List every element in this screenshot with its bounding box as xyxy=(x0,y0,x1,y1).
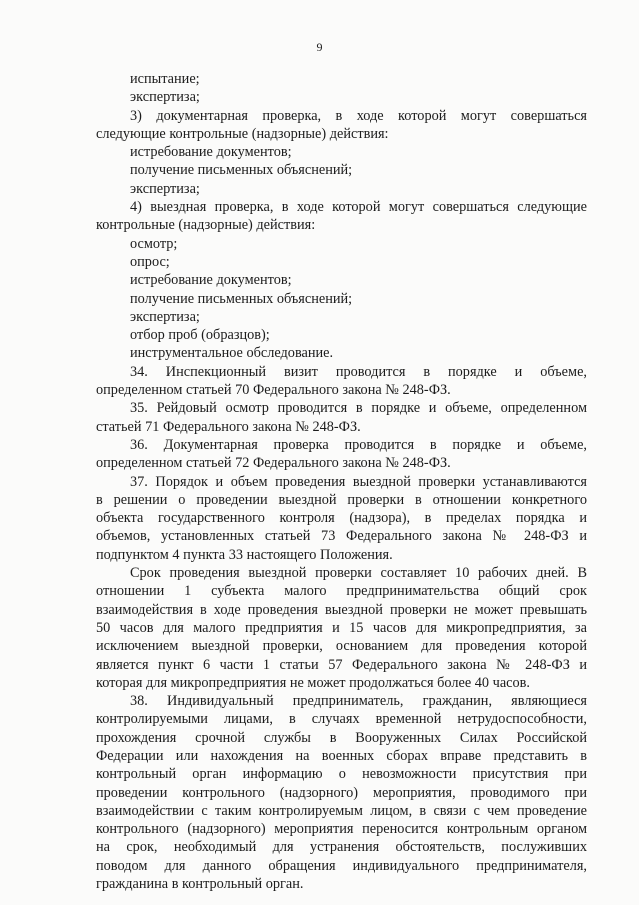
text-line: 38. Индивидуальный предприниматель, гражданин, являющиеся xyxy=(130,693,587,710)
text-line: получение письменных объяснений; xyxy=(130,162,353,179)
text-line: экспертиза; xyxy=(130,89,200,106)
text-line: испытание; xyxy=(130,71,200,87)
text-line: экспертиза; xyxy=(130,180,200,197)
text-line: осмотр; xyxy=(130,235,178,252)
text-line: прохождения срочной службы в Вооруженных Силах Российской xyxy=(96,729,587,746)
document-body xyxy=(96,70,587,893)
text-line: объекта государственного контроля (надзора), в пределах порядка и xyxy=(96,510,587,527)
text-line: Срок проведения выездной проверки составляет 10 рабочих дней. В xyxy=(130,565,587,582)
text-line: следующие контрольные (надзорные) действия: xyxy=(96,125,389,142)
text-line: Федерации или нахождения на военных сборах вправе представить в xyxy=(96,747,587,764)
text-line: экспертиза; xyxy=(130,308,200,325)
text-line: является пункт 6 части 1 статьи 57 Федерального закона № 248-ФЗ и xyxy=(96,656,587,673)
text-line: определенном статьей 70 Федерального закона № 248-ФЗ. xyxy=(96,382,451,399)
text-line: 34. Инспекционный визит проводится в порядке и объеме, xyxy=(130,363,587,380)
page-number: 9 xyxy=(316,40,323,54)
text-line: контрольные (надзорные) действия: xyxy=(96,217,316,234)
text-line: 36. Документарная проверка проводится в порядке и объеме, xyxy=(130,436,587,453)
text-line: статьей 71 Федерального закона № 248-ФЗ. xyxy=(96,418,361,435)
text-line: истребование документов; xyxy=(130,272,292,289)
text-line: 37. Порядок и объем проведения выездной проверки устанавливаются xyxy=(130,473,587,490)
text-line: контролируемыми лицами, в случаях временной нетрудоспособности, xyxy=(96,711,587,728)
text-line: 4) выездная проверка, в ходе которой могут совершаться следующие xyxy=(130,199,587,216)
text-line: инструментальное обследование. xyxy=(130,345,334,362)
text-line: которая для микропредприятия не может продолжаться более 40 часов. xyxy=(96,674,530,691)
text-line: определенном статьей 72 Федерального закона № 248-ФЗ. xyxy=(96,455,451,472)
text-line: исключением выездной проверки, основанием для проведения которой xyxy=(96,638,587,655)
text-line: отбор проб (образцов); xyxy=(130,327,270,344)
text-line: поводом для данного обращения индивидуального предпринимателя, xyxy=(96,857,587,874)
text-line: отношении 1 субъекта малого предпринимательства общий срок xyxy=(96,583,587,600)
text-line: проведении контрольного (надзорного) мероприятия, проводимого при xyxy=(96,784,587,801)
text-line: объемов, установленных статьей 73 Федерального закона № 248-ФЗ и xyxy=(96,528,587,545)
text-line: взаимодействии с таким контролируемым лицом, в связи с чем проведение xyxy=(96,802,587,819)
text-line: взаимодействия в ходе проведения выездной проверки не может превышать xyxy=(96,601,587,618)
text-line: опрос; xyxy=(130,253,170,270)
text-line: подпунктом 4 пункта 33 настоящего Положения. xyxy=(96,546,393,563)
text-line: 35. Рейдовый осмотр проводится в порядке и объеме, определенном xyxy=(130,400,587,417)
text-line: на срок, необходимый для устранения обстоятельств, послуживших xyxy=(96,839,587,856)
text-line: 50 часов для малого предприятия и 15 часов для микропредприятия, за xyxy=(96,619,587,636)
text-line: 3) документарная проверка, в ходе которой могут совершаться xyxy=(130,107,587,124)
text-line: получение письменных объяснений; xyxy=(130,290,353,307)
text-line: истребование документов; xyxy=(130,144,292,161)
text-line: гражданина в контрольный орган. xyxy=(96,876,304,893)
text-line: контрольный орган информацию о невозможности присутствия при xyxy=(96,766,587,783)
text-line: в решении о проведении выездной проверки в отношении конкретного xyxy=(96,491,587,508)
text-line: контрольного (надзорного) мероприятия переносится контрольным органом xyxy=(96,821,587,838)
